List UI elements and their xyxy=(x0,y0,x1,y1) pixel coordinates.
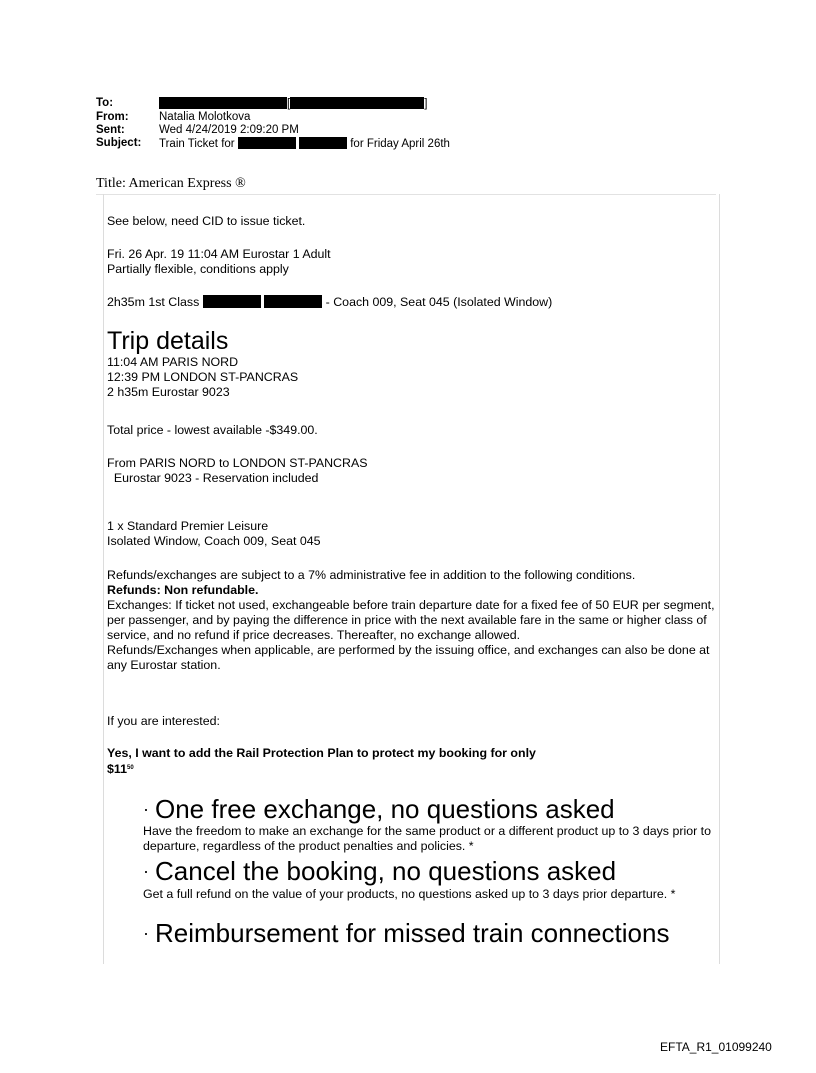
redaction-bar xyxy=(264,295,322,308)
benefit-desc-2: Get a full refund on the value of your products, no questions asked up to 3 days prior departure. * xyxy=(143,887,676,901)
to-label: To: xyxy=(96,97,114,109)
interested-text: If you are interested: xyxy=(107,714,220,728)
bullet-icon: · xyxy=(143,923,149,943)
benefit-desc-1: Have the freedom to make an exchange for the same product or a different product up to 3 days prior to departure, regardless of the product penalties and policies. * xyxy=(143,824,712,853)
total-price-text: Total price - lowest available -$349.00. xyxy=(107,423,318,437)
redaction-bar xyxy=(299,137,347,149)
sent-value: Wed 4/24/2019 2:09:20 PM xyxy=(159,124,299,136)
title-line: Title: American Express ® xyxy=(96,176,716,195)
redaction-bar xyxy=(159,97,287,109)
route-text: From PARIS NORD to LONDON ST-PANCRAS xyxy=(107,456,368,470)
seat-text: Isolated Window, Coach 009, Seat 045 xyxy=(107,534,321,548)
subject-prefix: Train Ticket for xyxy=(159,138,235,150)
benefit-title-2 xyxy=(143,857,616,885)
class-prefix: 2h35m 1st Class xyxy=(107,295,200,309)
bullet-icon: · xyxy=(143,799,149,819)
fare-text: 1 x Standard Premier Leisure xyxy=(107,519,269,533)
trip-details xyxy=(107,327,717,400)
refund-policy: Refunds/exchanges are subject to a 7% administrative fee in addition to the following conditions. xyxy=(107,568,636,582)
protection-price-dollars: $11 xyxy=(107,762,127,776)
fare-block xyxy=(107,519,717,549)
duration-line: 2 h35m Eurostar 9023 xyxy=(107,385,230,399)
arrive-line: 12:39 PM LONDON ST-PANCRAS xyxy=(107,370,299,384)
subject-suffix: for Friday April 26th xyxy=(350,138,450,150)
from-value: Natalia Molotkova xyxy=(159,111,251,123)
trip-line-1: Fri. 26 Apr. 19 11:04 AM Eurostar 1 Adult xyxy=(107,247,331,261)
bullet-icon: · xyxy=(143,861,149,881)
exchanges-text: Exchanges: If ticket not used, exchangeable before train departure date for a fixed fee of 50 EUR per segment, per passenger, and by paying the difference in price with the next available fare in the same or higher class of service, and no refund if price decreases. Thereafter, no exchange allowed. xyxy=(107,598,715,642)
sent-label: Sent: xyxy=(96,124,125,136)
to-value xyxy=(159,97,427,111)
interested-line xyxy=(107,714,717,729)
refunds-nonrefundable: Refunds: Non refundable. xyxy=(107,583,259,597)
benefit-title-3 xyxy=(143,919,669,947)
subject-value xyxy=(159,137,450,151)
message-body xyxy=(107,214,717,229)
trip-line-2: Partially flexible, conditions apply xyxy=(107,262,289,276)
total-price xyxy=(107,423,717,438)
conditions-block xyxy=(107,568,717,673)
trip-summary xyxy=(107,247,717,277)
protection-price-cents: 50 xyxy=(127,765,134,771)
benefit-title-text: Reimbursement for missed train connections xyxy=(155,918,670,948)
benefit-title-text: Cancel the booking, no questions asked xyxy=(155,856,617,886)
trip-details-heading: Trip details xyxy=(107,327,229,355)
redaction-bar xyxy=(238,137,296,149)
refunds-where: Refunds/Exchanges when applicable, are performed by the issuing office, and exchanges can also be done at any Eurostar station. xyxy=(107,643,710,672)
redaction-bar xyxy=(290,97,424,109)
protection-price xyxy=(107,761,717,777)
from-label: From: xyxy=(96,111,129,123)
redaction-bar xyxy=(203,295,261,308)
protection-offer-text: Yes, I want to add the Rail Protection Plan to protect my booking for only xyxy=(107,746,536,760)
to-bracket-open: [ xyxy=(287,98,291,110)
class-suffix: - Coach 009, Seat 045 (Isolated Window) xyxy=(325,295,553,309)
intro-text: See below, need CID to issue ticket. xyxy=(107,214,306,228)
benefit-title-text: One free exchange, no questions asked xyxy=(155,794,615,824)
subject-label: Subject: xyxy=(96,137,142,149)
email-header xyxy=(96,97,596,159)
route-block xyxy=(107,456,717,486)
protection-offer xyxy=(107,746,717,777)
reservation-text: Eurostar 9023 - Reservation included xyxy=(107,471,319,485)
depart-line: 11:04 AM PARIS NORD xyxy=(107,355,239,369)
benefit-title-1 xyxy=(143,795,615,823)
to-bracket-close: ] xyxy=(424,98,428,110)
document-id: EFTA_R1_01099240 xyxy=(660,1040,772,1054)
class-line xyxy=(107,295,717,310)
